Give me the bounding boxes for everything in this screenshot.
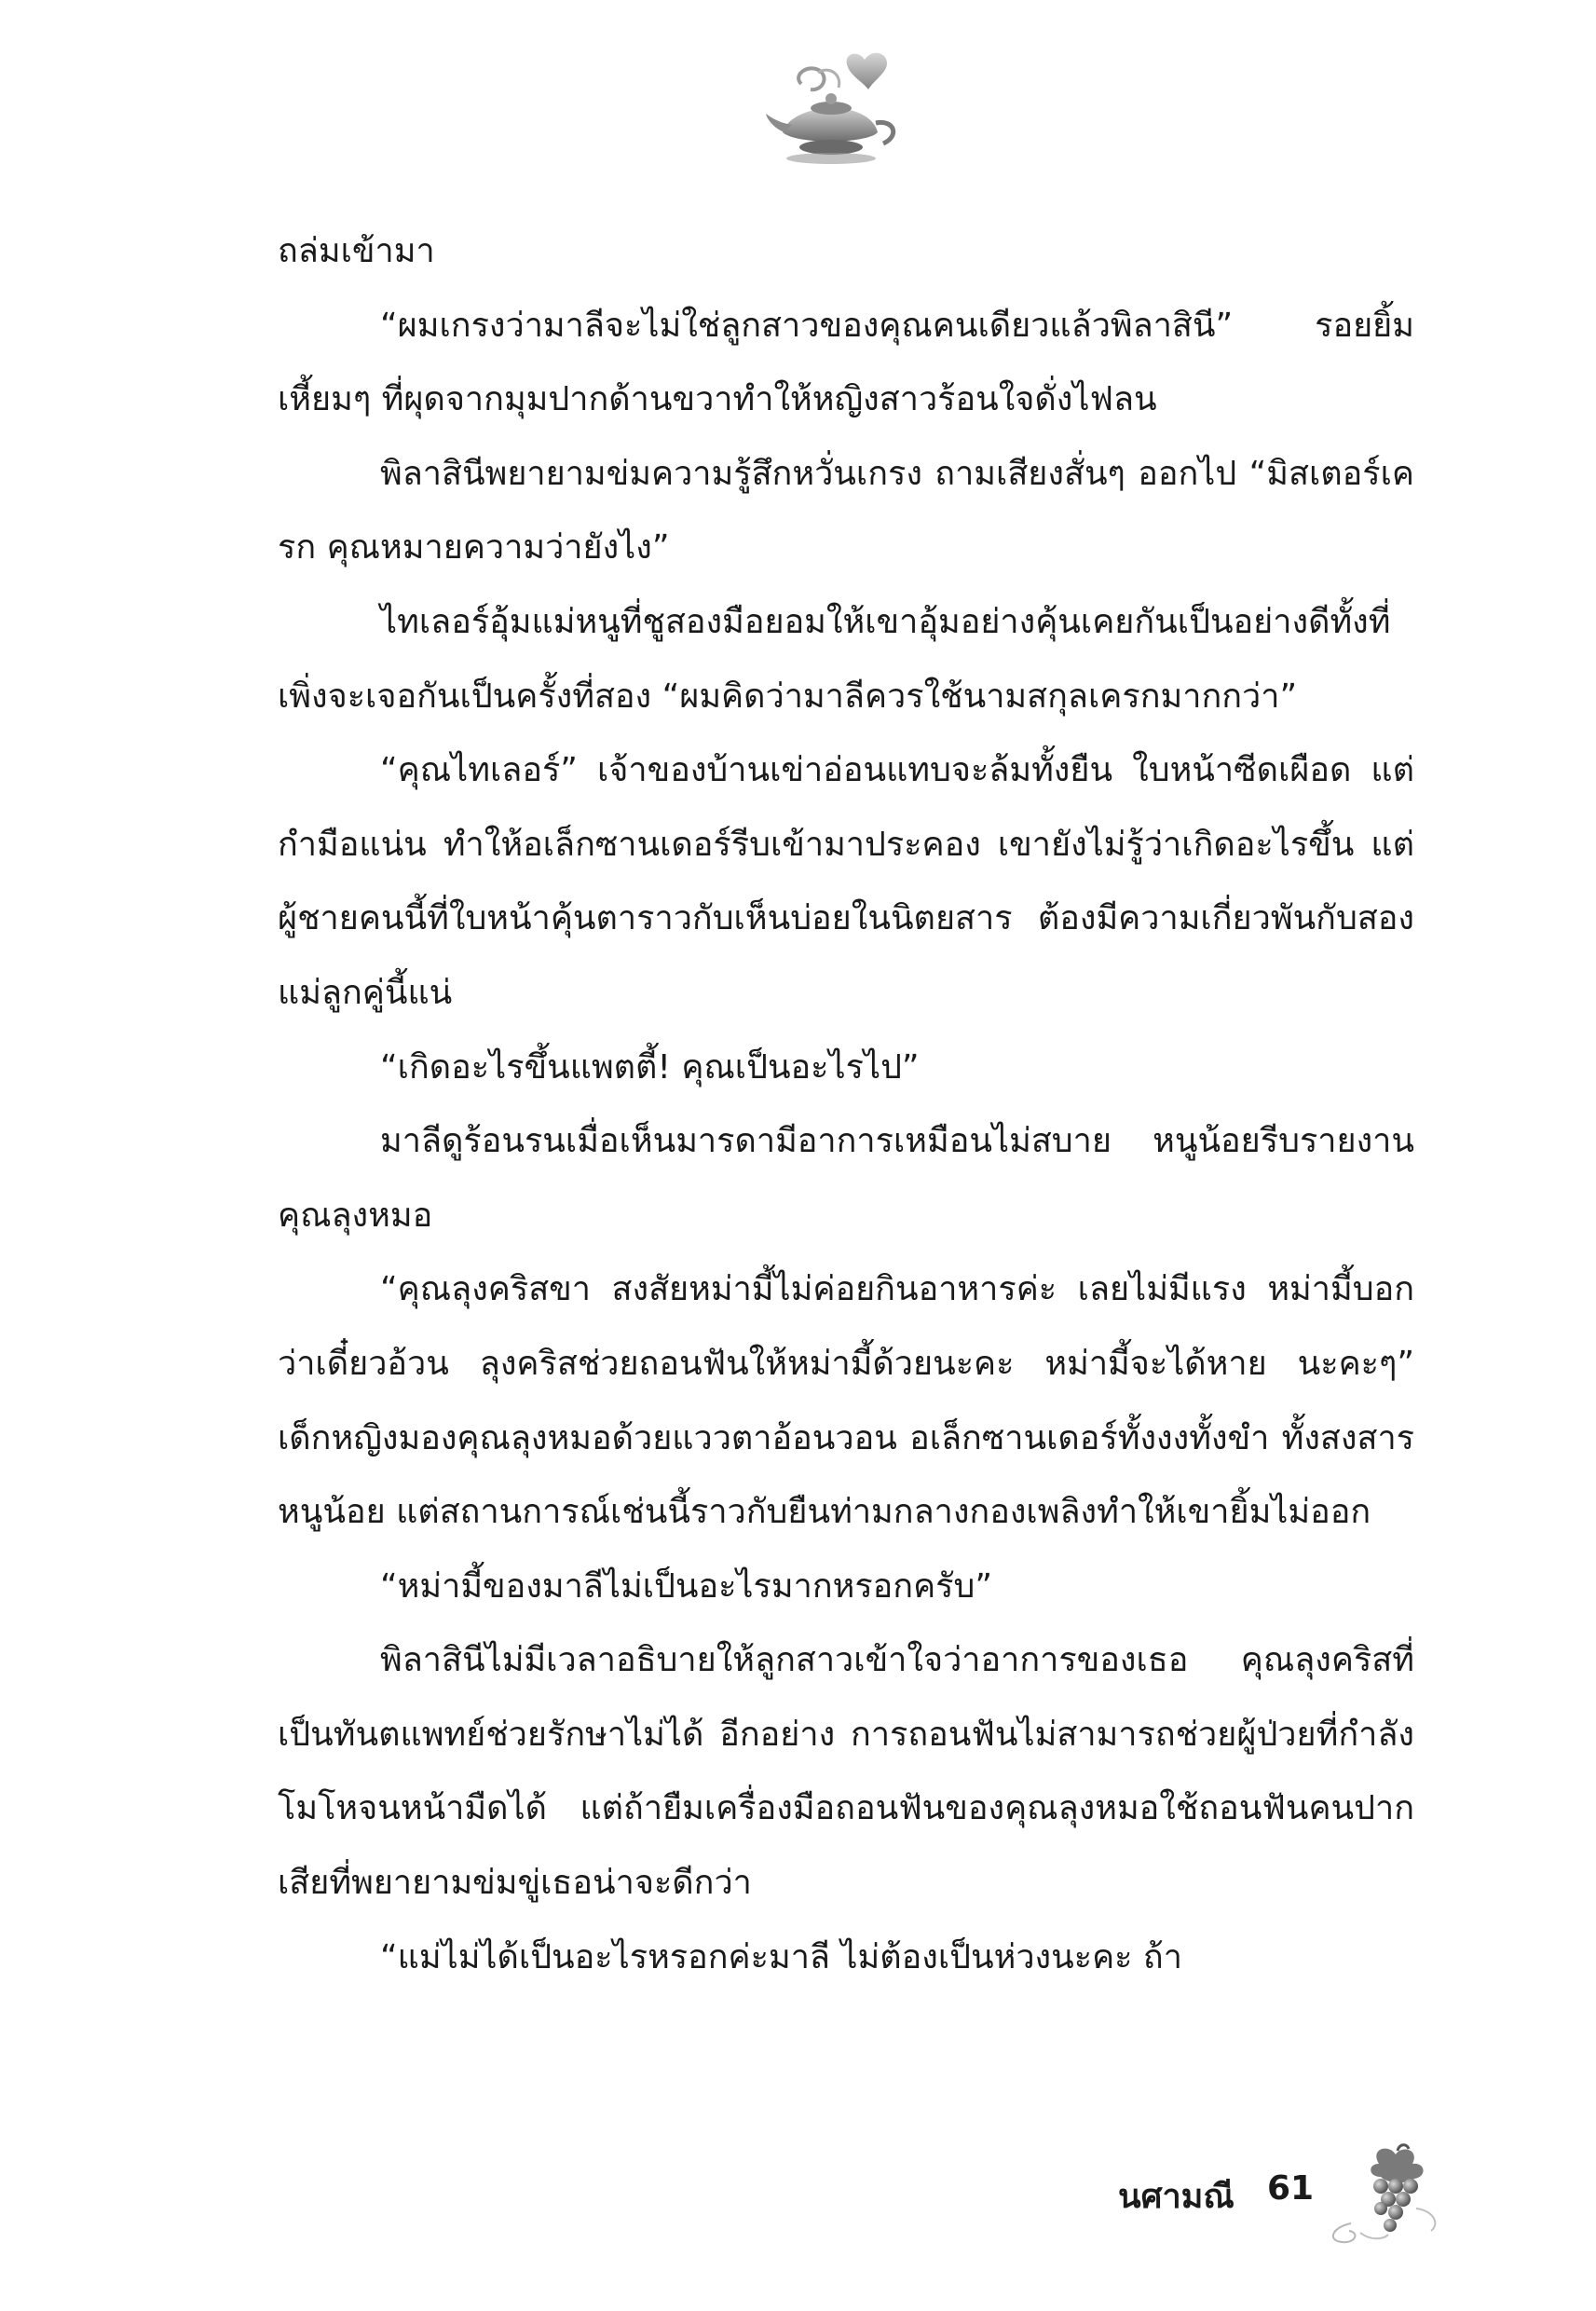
- page-footer: [1118, 2143, 1491, 2246]
- paragraph: “เกิดอะไรขึ้นแพตตี้! คุณเป็นอะไรไป”: [380, 1047, 920, 1087]
- paragraph: พิลาสินีพยายามข่มความรู้สึกหวั่นเกรง ถามเสียงสั่นๆ ออกไป “มิสเตอร์เครก คุณหมายความว่ายังไง”: [278, 454, 1414, 567]
- page-number: 61: [1267, 2169, 1315, 2208]
- paragraph: “คุณไทเลอร์” เจ้าของบ้านเข่าอ่อนแทบจะล้มทั้งยืน ใบหน้าซีดเผือด แต่กำมือแน่น ทำให้อเล็กซานเดอร์รีบเข้ามาประคอง เขายังไม่รู้ว่าเกิดอะไรขึ้น แต่ผู้ชายคนนี้ที่ใบหน้าคุ้นตาราวกับเห็นบ่อยในนิตยสาร ต้องมีความเกี่ยวพันกับสองแม่ลูกคู่นี้แน่: [278, 751, 1414, 1012]
- paragraph: “หม่ามี้ของมาลีไม่เป็นอะไรมากหรอกครับ”: [380, 1566, 993, 1606]
- paragraph: “ผมเกรงว่ามาลีจะไม่ใช่ลูกสาวของคุณคนเดียวแล้วพิลาสินี” รอยยิ้มเหี้ยมๆ ที่ผุดจากมุมปากด้านขวาทำให้หญิงสาวร้อนใจดั่งไฟลน: [278, 306, 1414, 419]
- paragraph: “แม่ไม่ได้เป็นอะไรหรอกค่ะมาลี ไม่ต้องเป็นห่วงนะคะ ถ้า: [380, 1937, 1182, 1976]
- teapot-heart-ornament-icon: [764, 47, 904, 177]
- paragraph: ถล่มเข้ามา: [278, 232, 435, 270]
- paragraph: มาลีดูร้อนรนเมื่อเห็นมารดามีอาการเหมือนไม่สบาย หนูน้อยรีบรายงานคุณลุงหมอ: [278, 1122, 1414, 1235]
- body-text: [278, 214, 1414, 1994]
- book-title: นศามณี: [1118, 2178, 1235, 2216]
- grape-cluster-icon: [1323, 2143, 1453, 2246]
- paragraph: ไทเลอร์อุ้มแม่หนูที่ชูสองมือยอมให้เขาอุ้มอย่างคุ้นเคยกันเป็นอย่างดีทั้งที่เพิ่งจะเจอกันเป็นครั้งที่สอง “ผมคิดว่ามาลีควรใช้นามสกุลเครกมากกว่า”: [278, 602, 1391, 716]
- paragraph: “คุณลุงคริสขา สงสัยหม่ามี้ไม่ค่อยกินอาหารค่ะ เลยไม่มีแรง หม่ามี้บอกว่าเดี๋ยวอ้วน ลุงคริสช่วยถอนฟันให้หม่ามี้ด้วยนะคะ หม่ามี้จะได้หาย นะคะๆ” เด็กหญิงมองคุณลุงหมอด้วยแววตาอ้อนวอน อเล็กซานเดอร์ทั้งงงทั้งขำ ทั้งสงสารหนูน้อย แต่สถานการณ์เช่นนี้ราวกับยืนท่ามกลางกองเพลิงทำให้เขายิ้มไม่ออก: [278, 1270, 1414, 1532]
- paragraph: พิลาสินีไม่มีเวลาอธิบายให้ลูกสาวเข้าใจว่าอาการของเธอ คุณลุงคริสที่เป็นทันตแพทย์ช่วยรักษาไม่ได้ อีกอย่าง การถอนฟันไม่สามารถช่วยผู้ป่วยที่กำลังโมโหจนหน้ามืดได้ แต่ถ้ายืมเครื่องมือถอนฟันของคุณลุงหมอใช้ถอนฟันคนปากเสียที่พยายามข่มขู่เธอน่าจะดีกว่า: [278, 1641, 1414, 1903]
